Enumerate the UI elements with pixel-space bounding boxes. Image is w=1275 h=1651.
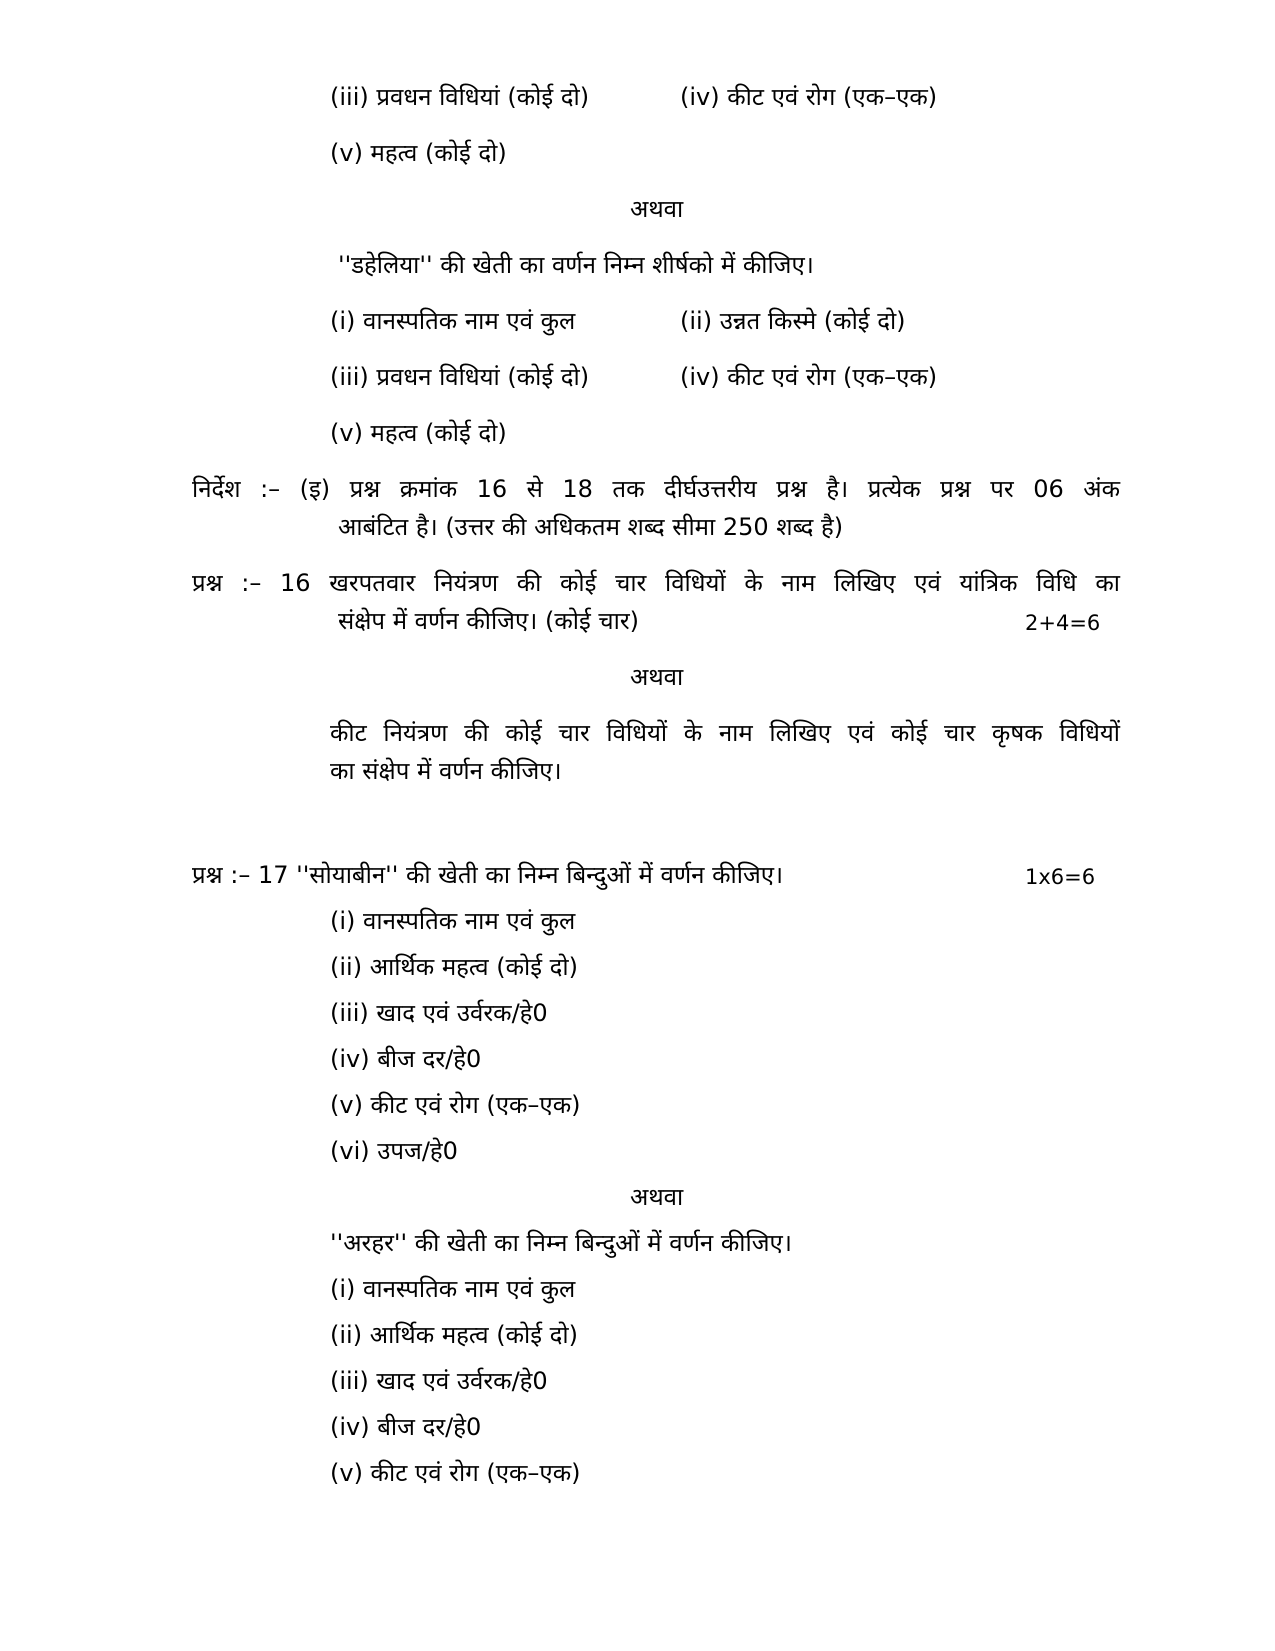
arhar-item: (iv) बीज दर/हे0: [330, 1413, 482, 1441]
dahlia-heading: ''डहेलिया'' की खेती का वर्णन निम्न शीर्षको में कीजिए।: [338, 251, 814, 279]
or-separator: अथवा: [630, 195, 684, 223]
q17-item: (iii) खाद एवं उर्वरक/हे0: [330, 999, 548, 1027]
q17-item: (vi) उपज/हे0: [330, 1137, 458, 1165]
question-17-marks: 1x6=6: [1025, 865, 1096, 889]
q17-item: (iv) बीज दर/हे0: [330, 1045, 482, 1073]
item-pests-diseases: (iv) कीट एवं रोग (एक–एक): [680, 83, 938, 111]
arhar-item: (iii) खाद एवं उर्वरक/हे0: [330, 1367, 548, 1395]
question-16-line-2: संक्षेप में वर्णन कीजिए। (कोई चार): [338, 607, 640, 635]
arhar-heading: ''अरहर'' की खेती का निम्न बिन्दुओं में वर्णन कीजिए।: [330, 1229, 792, 1257]
dahlia-item-botanical: (i) वानस्पतिक नाम एवं कुल: [330, 307, 576, 335]
dahlia-item-propagation: (iii) प्रवधन विधियां (कोई दो): [330, 363, 590, 391]
question-17-heading: प्रश्न :– 17 ''सोयाबीन'' की खेती का निम्न बिन्दुओं में वर्णन कीजिए।: [192, 861, 784, 889]
or-separator: अथवा: [630, 1183, 684, 1211]
instruction-line-1: निर्देश :– (इ) प्रश्न क्रमांक 16 से 18 तक दीर्घउत्तरीय प्रश्न है। प्रत्येक प्रश्न पर 06 अंक: [192, 475, 1120, 503]
item-propagation: (iii) प्रवधन विधियां (कोई दो): [330, 83, 590, 111]
arhar-item: (ii) आर्थिक महत्व (कोई दो): [330, 1321, 579, 1349]
dahlia-item-varieties: (ii) उन्नत किस्मे (कोई दो): [680, 307, 906, 335]
or-separator: अथवा: [630, 663, 684, 691]
dahlia-item-pests: (iv) कीट एवं रोग (एक–एक): [680, 363, 938, 391]
question-16-alt-line-2: का संक्षेप में वर्णन कीजिए।: [330, 757, 562, 785]
q17-item: (v) कीट एवं रोग (एक–एक): [330, 1091, 581, 1119]
question-16-line-1: प्रश्न :– 16 खरपतवार नियंत्रण की कोई चार विधियों के नाम लिखिए एवं यांत्रिक विधि का: [192, 569, 1120, 597]
arhar-item: (i) वानस्पतिक नाम एवं कुल: [330, 1275, 576, 1303]
question-16-marks: 2+4=6: [1025, 611, 1101, 635]
instruction-line-2: आबंटित है। (उत्तर की अधिकतम शब्द सीमा 250 शब्द है): [338, 513, 844, 541]
dahlia-item-importance: (v) महत्व (कोई दो): [330, 419, 507, 447]
q17-item: (ii) आर्थिक महत्व (कोई दो): [330, 953, 579, 981]
q17-item: (i) वानस्पतिक नाम एवं कुल: [330, 907, 576, 935]
item-importance: (v) महत्व (कोई दो): [330, 139, 507, 167]
arhar-item: (v) कीट एवं रोग (एक–एक): [330, 1459, 581, 1487]
question-16-alt-line-1: कीट नियंत्रण की कोई चार विधियों के नाम लिखिए एवं कोई चार कृषक विधियों: [330, 719, 1120, 747]
